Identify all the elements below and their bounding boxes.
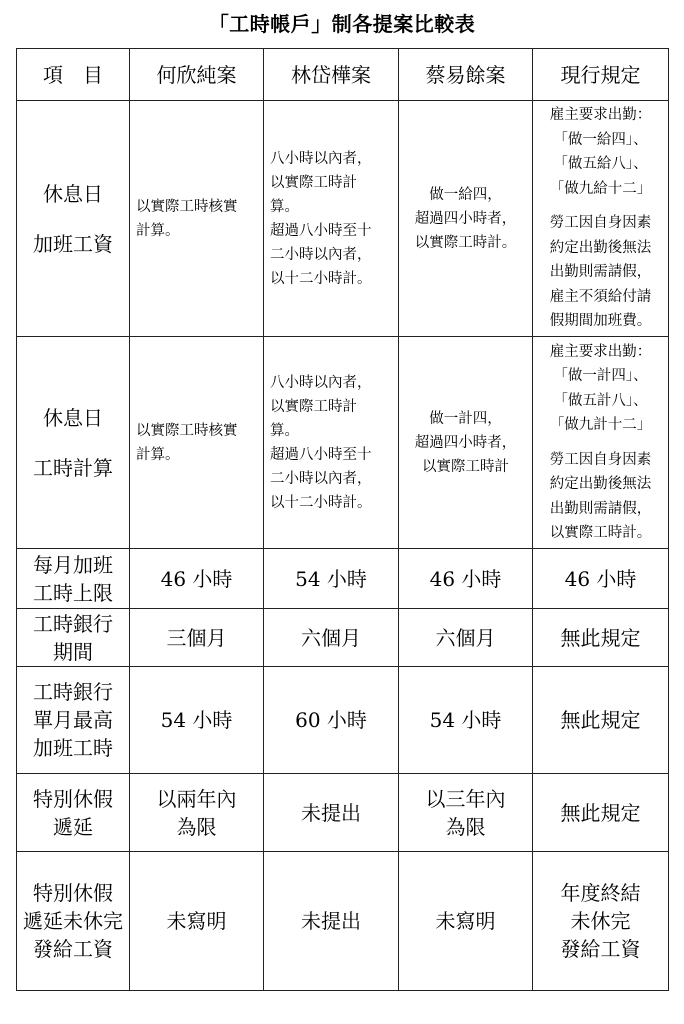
cell-line: 未休完 [570, 909, 631, 933]
row-label [17, 667, 130, 774]
row-label-line: 遞延 [53, 814, 93, 839]
table-row [17, 609, 669, 667]
cell-current: 無此規定 [533, 667, 669, 774]
cell-line: 出勤則需請假， [549, 500, 652, 517]
cell-cai: 54 小時 [399, 667, 533, 774]
cell-he: 46 小時 [130, 549, 264, 609]
cell-line: 約定出勤後無法 [549, 239, 652, 256]
cell-line: 超過八小時至十 [270, 222, 372, 239]
cell-line: 「做九給十二」 [549, 180, 652, 197]
cell-he [130, 101, 264, 337]
cell-line: 年度終結 [560, 881, 641, 905]
header-item: 項 目 [17, 49, 130, 101]
cell-line: 「做九計十二」 [549, 417, 652, 433]
cell-cai [399, 337, 533, 549]
header-lin-proposal: 林岱樺案 [264, 49, 399, 101]
row-label-line: 特別休假 [33, 881, 113, 905]
row-label-line: 休息日 [43, 181, 103, 206]
cell-lin [264, 337, 399, 549]
cell-line: 以十二小時計。 [270, 494, 372, 511]
row-label [17, 337, 130, 549]
row-label-line: 工時上限 [33, 580, 113, 605]
row-label-line: 加班工時 [33, 736, 113, 760]
cell-line: 勞工因自身因素 [549, 215, 652, 232]
row-label-line: 工時計算 [33, 455, 113, 480]
cell-line: 「做一給四」、 [553, 131, 648, 148]
header-current-rule: 現行規定 [533, 49, 669, 101]
cell-current: 無此規定 [533, 774, 669, 852]
cell-line: 雇主不須給付請 [549, 288, 652, 305]
cell-he: 未寫明 [130, 852, 264, 991]
row-label-line: 發給工資 [33, 937, 113, 961]
table-header-row [17, 49, 669, 101]
row-label-line: 單月最高 [33, 708, 113, 732]
row-label-line: 遞延未休完 [23, 909, 123, 933]
cell-lin: 54 小時 [264, 549, 399, 609]
cell-line: 以三年內 [425, 786, 506, 811]
cell-lin [264, 101, 399, 337]
cell-current [533, 337, 669, 549]
cell-line: 以十二小時計。 [270, 270, 372, 287]
cell-line: 「做五計八」、 [553, 392, 648, 409]
table-row [17, 549, 669, 609]
cell-cai: 六個月 [399, 609, 533, 667]
row-label [17, 101, 130, 337]
cell-line: 計算。 [136, 446, 180, 463]
cell-line: 以實際工時計。 [414, 234, 517, 251]
cell-line: 「做五給八」、 [553, 156, 648, 173]
cell-cai: 46 小時 [399, 549, 533, 609]
row-label-line: 休息日 [43, 405, 103, 430]
row-label-line: 工時銀行 [33, 611, 113, 636]
table-row [17, 667, 669, 774]
cell-line: 以實際工時計 [270, 398, 357, 415]
cell-line: 為限 [176, 814, 217, 839]
table-row [17, 852, 669, 991]
row-label [17, 774, 130, 852]
cell-line: 超過八小時至十 [270, 446, 372, 463]
cell-line: 算。 [270, 198, 299, 215]
cell-line: 二小時以內者， [270, 470, 372, 487]
row-label-line: 特別休假 [33, 786, 113, 811]
cell-line: 以實際工時計。 [549, 525, 652, 541]
cell-line: 出勤則需請假， [549, 264, 652, 281]
cell-cai [399, 101, 533, 337]
cell-line: 勞工因自身因素 [549, 451, 652, 468]
cell-line: 以實際工時計 [270, 174, 357, 191]
cell-line: 做一給四， [429, 186, 502, 203]
table-row [17, 774, 669, 852]
cell-line: 雇主要求出勤： [549, 343, 652, 360]
comparison-table [16, 48, 669, 991]
cell-line: 「做一計四」、 [553, 368, 648, 384]
cell-line: 雇主要求出勤： [549, 107, 652, 124]
document-title: 「工時帳戶」制各提案比較表 [208, 12, 476, 36]
row-label-line: 工時銀行 [33, 680, 113, 704]
cell-current [533, 852, 669, 991]
cell-line: 超過四小時者， [414, 434, 517, 451]
cell-line: 以實際工時核實 [136, 198, 238, 215]
row-label-line: 加班工資 [33, 231, 113, 256]
cell-line: 以實際工時計 [422, 458, 509, 475]
cell-line: 八小時以內者， [270, 150, 372, 167]
row-label [17, 549, 130, 609]
cell-line: 八小時以內者， [270, 374, 372, 391]
cell-line: 以兩年內 [156, 786, 237, 811]
cell-line: 發給工資 [560, 937, 641, 961]
table-row [17, 337, 669, 549]
header-cai-proposal: 蔡易餘案 [399, 49, 533, 101]
cell-current: 無此規定 [533, 609, 669, 667]
cell-current [533, 101, 669, 337]
cell-line: 超過四小時者， [414, 210, 517, 227]
cell-lin: 60 小時 [264, 667, 399, 774]
cell-line: 以實際工時核實 [136, 422, 238, 439]
cell-line: 假期間加班費。 [549, 313, 652, 330]
cell-he: 三個月 [130, 609, 264, 667]
cell-line: 為限 [445, 814, 486, 839]
row-label-line: 期間 [53, 639, 93, 664]
cell-he [130, 774, 264, 852]
cell-he: 54 小時 [130, 667, 264, 774]
cell-line: 二小時以內者， [270, 246, 372, 263]
header-he-proposal: 何欣純案 [130, 49, 264, 101]
row-label-line: 每月加班 [33, 552, 113, 577]
cell-lin: 未提出 [264, 852, 399, 991]
row-label [17, 609, 130, 667]
cell-line: 計算。 [136, 222, 180, 239]
cell-line: 做一計四， [429, 410, 502, 427]
cell-cai: 未寫明 [399, 852, 533, 991]
table-row [17, 101, 669, 337]
cell-line: 約定出勤後無法 [549, 476, 652, 492]
cell-he [130, 337, 264, 549]
row-label [17, 852, 130, 991]
cell-lin: 未提出 [264, 774, 399, 852]
cell-lin: 六個月 [264, 609, 399, 667]
cell-cai [399, 774, 533, 852]
cell-current: 46 小時 [533, 549, 669, 609]
cell-line: 算。 [270, 422, 299, 439]
